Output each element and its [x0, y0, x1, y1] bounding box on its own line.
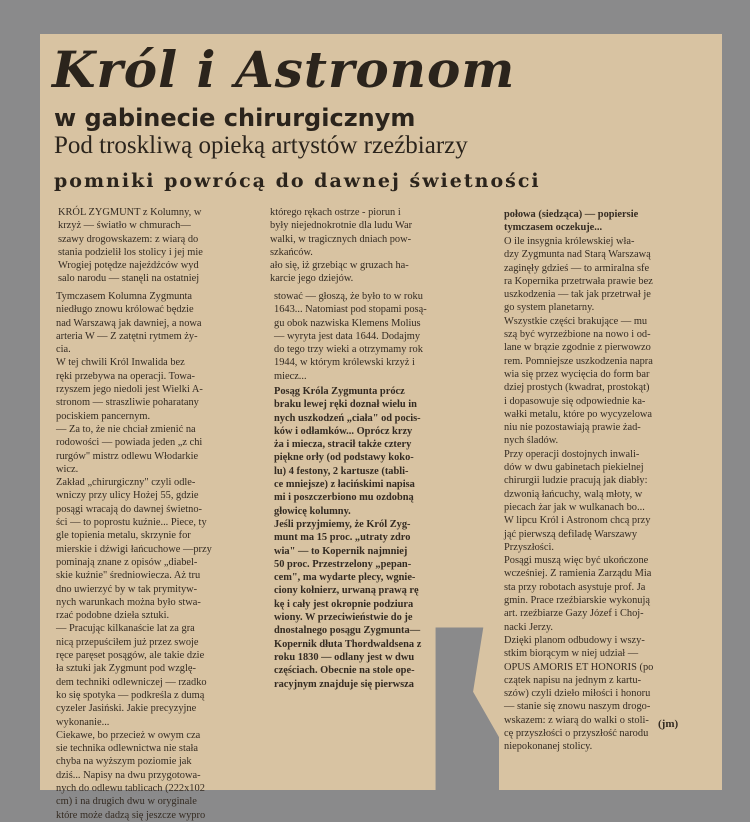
lead-left: KRÓL ZYGMUNT z Kolumny, w krzyż — światło w chmurach— szawy drogowskazem: z wiarą do stania podzielił los stolicy i jej mie Wrogiej potędze najeźdźców wyd salo narodu — stanęli na ostatniej [58, 207, 203, 285]
column-2-intro: stować — głoszą, że było to w roku 1643... Natomiast pod stopami posą- gu obok nazwiska Klemens Molius — wyryta jest data 1644. Dodajmy do tego trzy wieki a otrzymamy rok 1944, w którym królewski krzyż i miecz... [274, 291, 427, 382]
column-3-bold: połowa (siedząca) — popiersie tymczasem oczekuje... [504, 209, 639, 234]
column-2-bold: Posąg Króla Zygmunta prócz braku lewej ręki doznał wielu in nych uszkodzeń „ciała" od pocis- ków i odłamków... Oprócz krzy ża i miecza, stracił także cztery piękne orły (od podstawy koko- lu) 4 festony, 2 kartusze (tabli- ce mniejsze) z łacińskimi napisa mi i poszczerbiono mu ozdobną głowicę kolumny. Jeśli przyjmiemy, że Król Zyg- munt ma 15 proc. „utraty zdro wia" — to Kopernik najmniej 50 proc. Przestrzelony „pepan- cem", ma wydarte plecy, wgnie- ciony kołnierz, urwaną prawą rę kę i cały jest okropnie podziura wiony. W przeciwieństwie do je dnostalnego posągu Zygmunta— Kopernik dłuta Thordwaldsena z roku 1830 — odlany jest w dwu częściach. Obecnie na stole ope- racyjnym znajduje się pierwsza [274, 386, 422, 690]
subheadline-1: w gabinecie chirurgicznym [54, 104, 416, 132]
lead-right: którego rękach ostrze - piorun i były niejednokrotnie dla ludu War walki, w tragicznych dniach pow- szkańców. ało się, iż grzebiąc w gruzach ha- karcie jego dziejów. [270, 207, 413, 285]
column-1: Tymczasem Kolumna Zygmunta niedługo znowu królować będzie nad Warszawą jak dawniej, a nowa arteria W — Z zatętni rytmem ży- cia. W tej chwili Król Inwalida bez ręki przebywa na operacji. Towa- rzyszem jego niedoli jest Wielki A- stronom — straszliwie poharatany pociskiem pancernym. — Za to, że nie chciał zmienić na rodowości — powiada jeden „z chi rurgów" mistrz odlewu Włodarkie wicz. Zakład „chirurgiczny" czyli odle- wniczy przy ulicy Hożej 55, gdzie posągi wracają do dawnej świetno- ści — to poprostu kuźnie... Piece, ty gle topienia metalu, skrzynie for mierskie i dźwigi łańcuchowe —przy pominają znane z opisów „diabel- skie kuźnie" średniowiecza. Aż tru dno uwierzyć by w tak prymityw- nych warunkach można było stwa- rzać podobne dzieła sztuki. — Pracując kilkanaście lat za gra nicą przepuściłem już przez swoje ręce paręset posągów, ale takie dzie ła sztuki jak Zygmunt pod wzglę- dem techniki odlewniczej — rzadko ko się spotyka — podkreśla z dumą cyzeler Jasiński. Jakie precyzyjne wykonanie... Ciekawe, bo przecież w owym cza sie technika odlewnictwa nie stała chyba na wyższym poziomie jak dziś... Napisy na dwu przygotowa- nych do odlewu tablicach (222x102 cm) i na drugich dwu w oryginale które może dadzą się jeszcze wypro [56, 291, 212, 821]
subheadline-2: Pod troskliwą opieką artystów rzeźbiarzy [54, 132, 468, 159]
author-signature: (jm) [658, 718, 679, 730]
headline: Król i Astronom [52, 40, 516, 99]
column-3: O ile insygnia królewskiej wła- dzy Zygmunta nad Starą Warszawą zaginęły gdzieś — to armiralna sfe ra Kopernika przetrwała prawie bez uszkodzenia — tak jak przetrwał je go system planetarny. Wszystkie części brakujące — mu szą być wyrzeźbione na nowo i od- lane w brązie zgodnie z pierwowzo rem. Pomniejsze uszkodzenia napra wia się przez wycięcia do form bar dziej prostych (kwadrat, prostokąt) i dopasowuje się odpowiednie ka- wałki metalu, które po wycyzelowa niu nie pozostawiają prawie żad- nych śladów. Przy operacji dostojnych inwali- dów w dwu gabinetach piekielnej chirurgii ludzie pracują jak diabły: dzwonią łańcuchy, walą młoty, w piecach żar jak w wulkanach bo... W lipcu Król i Astronom chcą przy jąć pierwszą defiladę Warszawy Przyszłości. Posągi muszą więc być ukończone wcześniej. Z ramienia Zarządu Mia sta przy robotach asystuje prof. Ja gmin. Prace rzeźbiarskie wykonują art. rzeźbiarze Gazy Józef i Choj- nacki Jerzy. Dzięki planom odbudowy i wszy- stkim biorącym w niej udział — OPUS AMORIS ET HONORIS (po czątek napisu na jednym z kartu- szów) czyli dzieło miłości i honoru — stanie się znowu naszym drogo- wskazem: z wiarą do walki o stoli- cę przyszłości o przyszłość narodu niepokonanej stolicy. [504, 236, 654, 753]
subheadline-3: pomniki powrócą do dawnej świetności [54, 170, 541, 192]
